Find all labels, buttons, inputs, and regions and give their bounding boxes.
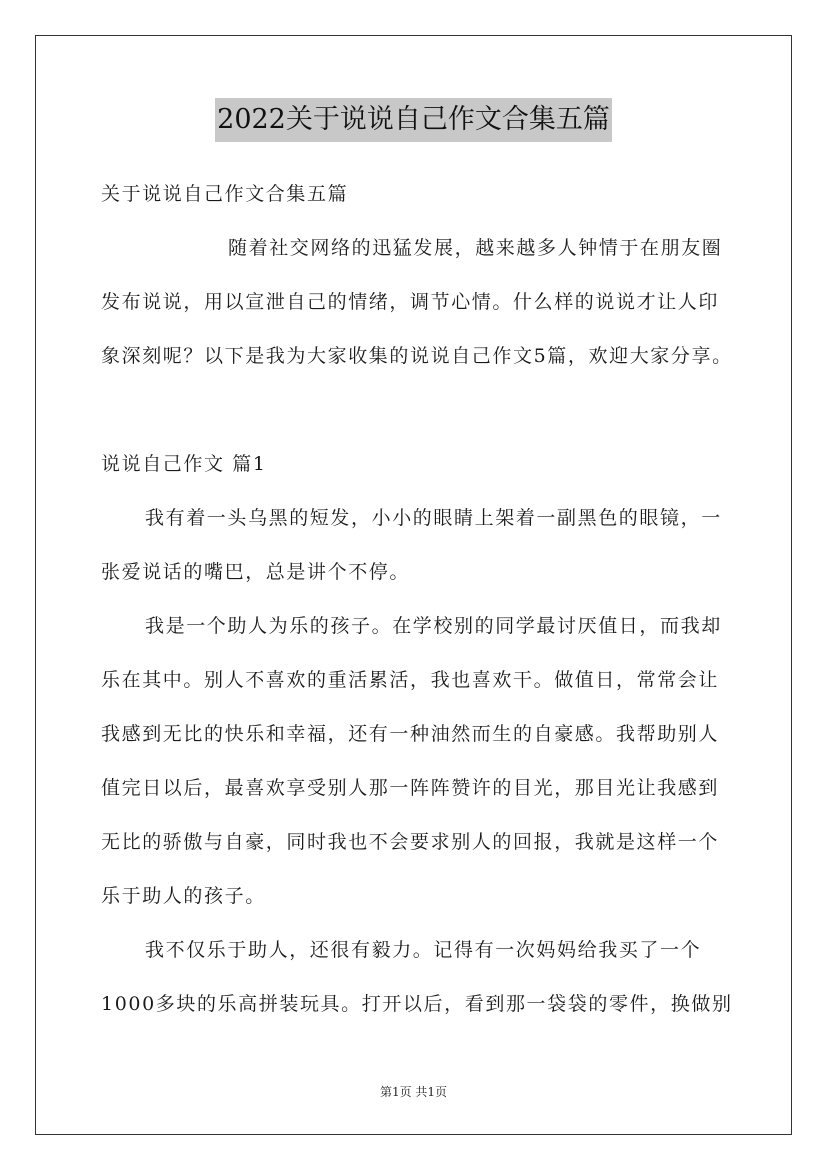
paragraph3-line-1: 我不仅乐于助人，还很有毅力。记得有一次妈妈给我买了一个 (145, 939, 702, 961)
page-footer: 第1页 共1页 (379, 1085, 448, 1099)
paragraph1-line-2: 张爱说话的嘴巴，总是讲个不停。 (101, 561, 411, 583)
section-heading: 说说自己作文 篇1 (101, 453, 267, 475)
intro-line-1: 随着社交网络的迅猛发展，越来越多人钟情于在朋友圈 (228, 237, 723, 259)
intro-line-3: 象深刻呢？以下是我为大家收集的说说自己作文5篇，欢迎大家分享。 (101, 345, 733, 367)
paragraph2-line-5: 无比的骄傲与自豪，同时我也不会要求别人的回报，我就是这样一个 (101, 831, 720, 853)
paragraph2-line-6: 乐于助人的孩子。 (101, 885, 266, 907)
document-subtitle: 关于说说自己作文合集五篇 (101, 183, 349, 205)
paragraph2-line-2: 乐在其中。别人不喜欢的重活累活，我也喜欢干。做值日，常常会让 (101, 669, 720, 691)
title-container (0, 98, 827, 142)
paragraph2-line-3: 我感到无比的快乐和幸福，还有一种油然而生的自豪感。我帮助别人 (101, 723, 720, 745)
paragraph3-line-2: 1000多块的乐高拼装玩具。打开以后，看到那一袋袋的零件，换做别 (101, 993, 733, 1015)
paragraph2-line-1: 我是一个助人为乐的孩子。在学校别的同学最讨厌值日，而我却 (145, 615, 722, 637)
intro-line-2: 发布说说，用以宣泄自己的情绪，调节心情。什么样的说说才让人印 (101, 291, 720, 313)
paragraph1-line-1: 我有着一头乌黑的短发，小小的眼睛上架着一副黑色的眼镜，一 (145, 507, 722, 529)
document-title: 2022关于说说自己作文合集五篇 (215, 98, 612, 142)
paragraph2-line-4: 值完日以后，最喜欢享受别人那一阵阵赞许的目光，那目光让我感到 (101, 777, 720, 799)
